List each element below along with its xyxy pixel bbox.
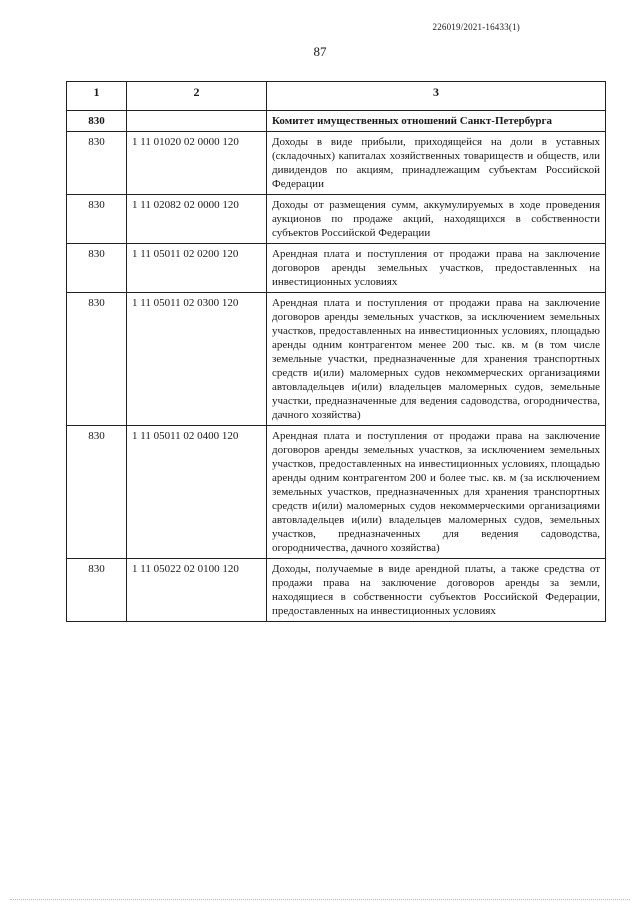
table-row bbox=[67, 426, 606, 559]
description-cell: Комитет имущественных отношений Санкт-Петербурга bbox=[267, 111, 606, 132]
description-cell: Доходы, получаемые в виде арендной платы, а также средства от продажи права на заключение договоров аренды за земли, находящиеся в собственности субъектов Российской Федерации, предоставленных на инвестиционных условиях bbox=[267, 559, 606, 622]
table-row bbox=[67, 111, 606, 132]
table-row bbox=[67, 293, 606, 426]
page-number: 87 bbox=[313, 44, 327, 59]
column-header-1: 1 bbox=[67, 82, 127, 111]
income-code-cell: 1 11 05011 02 0200 120 bbox=[127, 244, 267, 293]
description-cell: Доходы от размещения сумм, аккумулируемых в ходе проведения аукционов по продаже акций, находящихся в собственности субъектов Российской Федерации bbox=[267, 195, 606, 244]
income-code-cell: 1 11 02082 02 0000 120 bbox=[127, 195, 267, 244]
income-code-cell: 1 11 05011 02 0300 120 bbox=[127, 293, 267, 426]
scan-edge-divider bbox=[10, 899, 630, 901]
admin-code-cell: 830 bbox=[67, 132, 127, 195]
column-header-2: 2 bbox=[127, 82, 267, 111]
description-cell: Арендная плата и поступления от продажи права на заключение договоров аренды земельных участков, за исключением земельных участков, предоставленных на инвестиционных условиях, площадью аренды одним контрагентом 200 и более тыс. кв. м (за исключением земельных участков, предназначенных для хранения транспортных средств и(или) маломерных судов некоммерческими организациями автовладельцев и(или) владельцев маломерных судов, земельных участков, предназначенных для ведения садоводства, огородничества, дачного хозяйства) bbox=[267, 426, 606, 559]
column-header-3: 3 bbox=[267, 82, 606, 111]
table-row bbox=[67, 195, 606, 244]
admin-code-cell: 830 bbox=[67, 244, 127, 293]
admin-code-cell: 830 bbox=[67, 195, 127, 244]
description-cell: Арендная плата и поступления от продажи права на заключение договоров аренды земельных участков, предоставленных на инвестиционных условиях bbox=[267, 244, 606, 293]
admin-code-cell: 830 bbox=[67, 293, 127, 426]
admin-code-cell: 830 bbox=[67, 111, 127, 132]
table-header-row bbox=[67, 82, 606, 111]
income-codes-table bbox=[66, 81, 606, 622]
income-code-cell: 1 11 01020 02 0000 120 bbox=[127, 132, 267, 195]
table-row bbox=[67, 559, 606, 622]
document-registration-number: 226019/2021-16433(1) bbox=[432, 22, 520, 32]
admin-code-cell: 830 bbox=[67, 559, 127, 622]
description-cell: Доходы в виде прибыли, приходящейся на доли в уставных (складочных) капиталах хозяйственных товариществ и обществ, или дивидендов по акциям, принадлежащим субъектам Российской Федерации bbox=[267, 132, 606, 195]
income-code-cell: 1 11 05011 02 0400 120 bbox=[127, 426, 267, 559]
table-row bbox=[67, 132, 606, 195]
income-code-cell: 1 11 05022 02 0100 120 bbox=[127, 559, 267, 622]
table-row bbox=[67, 244, 606, 293]
income-code-cell bbox=[127, 111, 267, 132]
description-cell: Арендная плата и поступления от продажи права на заключение договоров аренды земельных участков, за исключением земельных участков, предоставленных на инвестиционных условиях, площадью аренды одним контрагентом менее 200 тыс. кв. м (в том числе земельные участки, предназначенные для хранения транспортных средств и(или) маломерных судов некоммерческих организациями автовладельцев и(или) владельцев маломерных судов, земельные участки, предназначенные для ведения садоводства, огородничества, дачного хозяйства) bbox=[267, 293, 606, 426]
admin-code-cell: 830 bbox=[67, 426, 127, 559]
